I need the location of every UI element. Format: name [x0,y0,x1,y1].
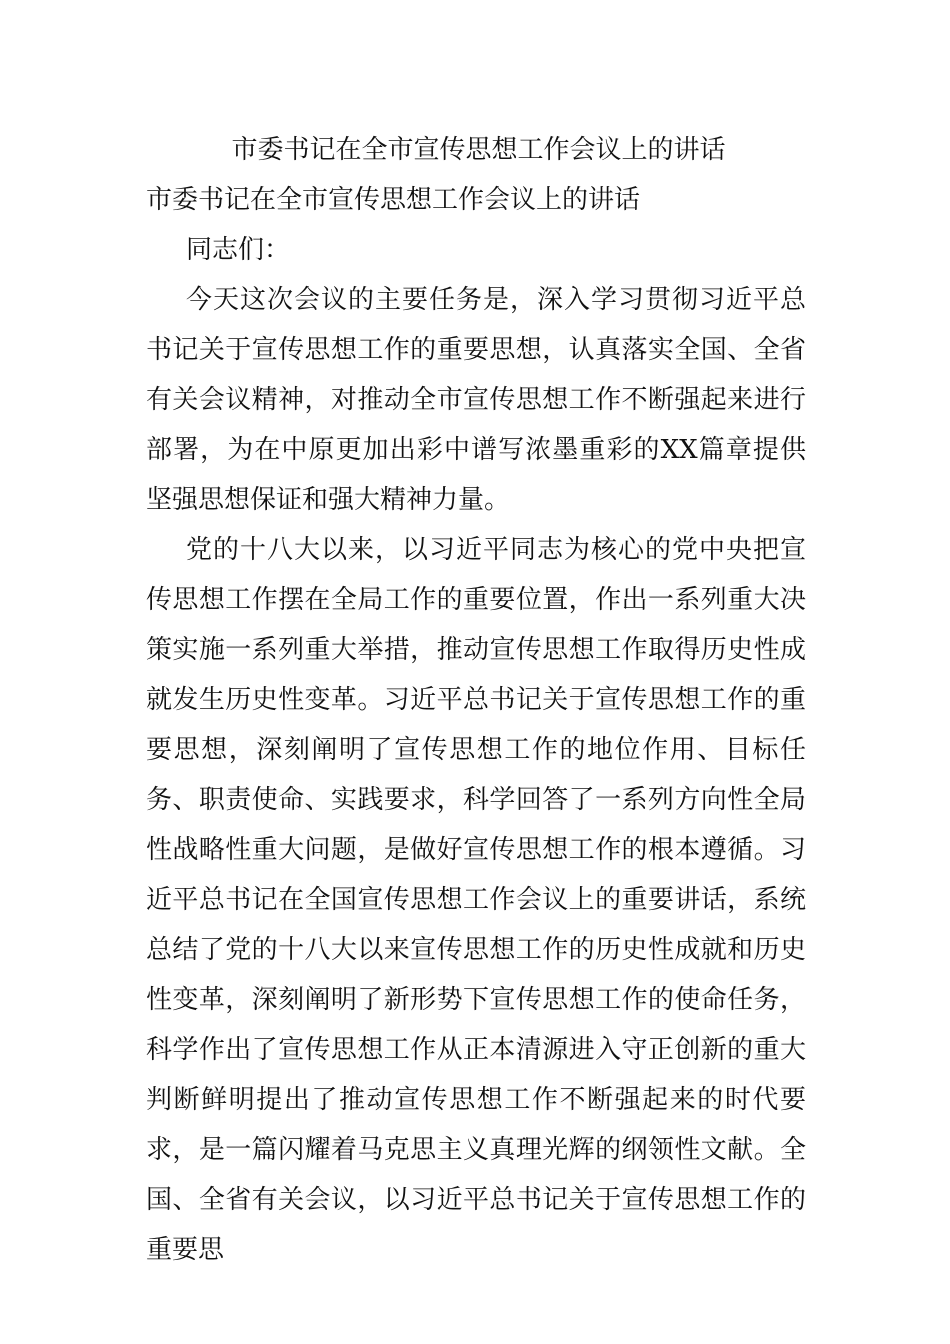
document-body [146,125,806,1275]
paragraph-opening: 今天这次会议的主要任务是，深入学习贯彻习近平总书记关于宣传思想工作的重要思想，认真落实全国、全省有关会议精神，对推动全市宣传思想工作不断强起来进行部署，为在中原更加出彩中谱写浓墨重彩的XX篇章提供坚强思想保证和强大精神力量。 [146,285,806,515]
document-subtitle: 市委书记在全市宣传思想工作会议上的讲话 [146,185,641,215]
paragraph-background: 党的十八大以来，以习近平同志为核心的党中央把宣传思想工作摆在全局工作的重要位置，作出一系列重大决策实施一系列重大举措，推动宣传思想工作取得历史性成就发生历史性变革。习近平总书记关于宣传思想工作的重要思想，深刻阐明了宣传思想工作的地位作用、目标任务、职责使命、实践要求，科学回答了一系列方向性全局性战略性重大问题，是做好宣传思想工作的根本遵循。习近平总书记在全国宣传思想工作会议上的重要讲话，系统总结了党的十八大以来宣传思想工作的历史性成就和历史性变革，深刻阐明了新形势下宣传思想工作的使命任务，科学作出了宣传思想工作从正本清源进入守正创新的重大判断鲜明提出了推动宣传思想工作不断强起来的时代要求，是一篇闪耀着马克思主义真理光辉的纲领性文献。全国、全省有关会议，以习近平总书记关于宣传思想工作的重要思 [146,535,806,1265]
salutation: 同志们： [186,235,291,265]
document-title: 市委书记在全市宣传思想工作会议上的讲话 [231,135,726,165]
